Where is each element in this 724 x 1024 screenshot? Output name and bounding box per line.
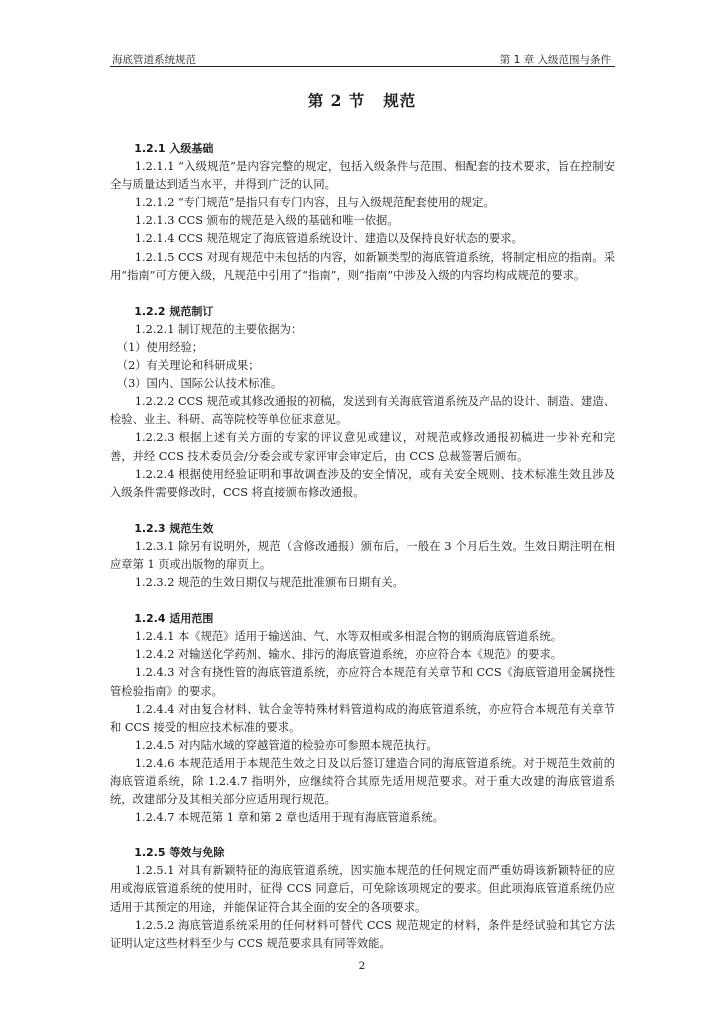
running-header [110, 46, 615, 67]
paragraph-1-2-4-2: 1.2.4.2 对输送化学药剂、输水、排污的海底管道系统，亦应符合本《规范》的要求。 [134, 648, 563, 662]
heading-1-2-4: 1.2.4 适用范围 [134, 612, 214, 626]
body-text [110, 140, 615, 953]
paragraph-1-2-1-2: 1.2.1.2 “专门规范”是指只有专门内容，且与入级规范配套使用的规定。 [134, 196, 495, 210]
paragraph-1-2-4-7: 1.2.4.7 本规范第 1 章和第 2 章也适用于现有海底管道系统。 [134, 811, 444, 825]
paragraph-1-2-4-5: 1.2.4.5 对内陆水域的穿越管道的检验亦可参照本规范执行。 [134, 738, 438, 752]
section-number: 第 2 节 [307, 91, 366, 110]
section-name: 规范 [383, 91, 417, 110]
paragraph-1-2-4-1: 1.2.4.1 本《规范》适用于输送油、气、水等双相或多相混合物的钢质海底管道系统。 [134, 630, 563, 644]
paragraph-1-2-2-4: 1.2.2.4 根据使用经验证明和事故调查涉及的安全情况，或有关安全规则、技术标准生效且涉及入级条件需要修改时，CCS 将直接颁布修改通报。 [110, 467, 615, 499]
paragraph-1-2-5-2: 1.2.5.2 海底管道系统采用的任何材料可替代 CCS 规范规定的材料，条件是经试验和其它方法证明认定这些材料至少与 CCS 规范要求具有同等效能。 [110, 918, 615, 950]
paragraph-1-2-1-1: 1.2.1.1 “入级规范”是内容完整的规定，包括入级条件与范围、相配套的技术要求，旨在控制安全与质量达到适当水平，并得到广泛的认同。 [110, 160, 615, 192]
paragraph-1-2-1-3: 1.2.1.3 CCS 颁布的规范是入级的基础和唯一依据。 [134, 214, 399, 228]
list-item-1: （1）使用经验； [116, 340, 204, 354]
paragraph-1-2-3-1: 1.2.3.1 除另有说明外，规范（含修改通报）颁布后，一般在 3 个月后生效。生效日期注明在相应章第 1 页或出版物的扉页上。 [110, 539, 615, 571]
header-book-title: 海底管道系统规范 [112, 54, 196, 66]
list-item-2: （2）有关理论和科研成果； [116, 359, 260, 373]
paragraph-1-2-4-6: 1.2.4.6 本规范适用于本规范生效之日及以后签订建造合同的海底管道系统。对于规范生效前的海底管道系统，除 1.2.4.7 指明外，应继续符合其原先适用规范要求。对于重大改建的海底管道系统，改建部分及其相关部分应适用现行规范。 [110, 756, 615, 807]
page-number: 2 [358, 960, 366, 972]
section-title [0, 89, 724, 111]
paragraph-1-2-2-1: 1.2.2.1 制订规范的主要依据为： [134, 322, 303, 336]
list-item-3: （3）国内、国际公认技术标准。 [116, 377, 283, 391]
paragraph-1-2-2-3: 1.2.2.3 根据上述有关方面的专家的评议意见或建议，对规范或修改通报初稿进一步补充和完善，并经 CCS 技术委员会/分委会或专家评审会审定后，由 CCS 总裁签署后颁布。 [110, 431, 615, 463]
paragraph-1-2-2-2: 1.2.2.2 CCS 规范或其修改通报的初稿，发送到有关海底管道系统及产品的设计、制造、建造、检验、业主、科研、高等院校等单位征求意见。 [110, 395, 615, 427]
heading-1-2-1: 1.2.1 入级基础 [134, 142, 214, 155]
paragraph-1-2-4-4: 1.2.4.4 对由复合材料、钛合金等特殊材料管道构成的海底管道系统，亦应符合本规范有关章节和 CCS 接受的相应技术标准的要求。 [110, 702, 615, 734]
heading-1-2-3: 1.2.3 规范生效 [134, 521, 214, 535]
paragraph-1-2-1-5: 1.2.1.5 CCS 对现有规范中未包括的内容，如新颖类型的海底管道系统，将制定相应的指南。采用“指南”可方便入级，凡规范中引用了“指南”，则“指南”中涉及入级的内容均构成规范的要求。 [110, 250, 615, 282]
paragraph-1-2-1-4: 1.2.1.4 CCS 规范规定了海底管道系统设计、建造以及保持良好状态的要求。 [134, 232, 523, 246]
heading-1-2-5: 1.2.5 等效与免除 [134, 846, 225, 860]
paragraph-1-2-4-3: 1.2.4.3 对含有挠性管的海底管道系统，亦应符合本规范有关章节和 CCS《海底管道用金属挠性管检验指南》的要求。 [110, 666, 615, 698]
heading-1-2-2: 1.2.2 规范制订 [134, 304, 214, 318]
paragraph-1-2-5-1: 1.2.5.1 对具有新颖特征的海底管道系统，因实施本规范的任何规定而严重妨碍该新颖特征的应用或海底管道系统的使用时，征得 CCS 同意后，可免除该项规定的要求。但此项海底管道系统仍应适用于其预定的用途，并能保证符合其全面的安全的各项要求。 [110, 864, 615, 914]
paragraph-1-2-3-2: 1.2.3.2 规范的生效日期仅与规范批准颁布日期有关。 [134, 576, 404, 590]
header-chapter-title: 第 1 章 入级范围与条件 [499, 54, 611, 66]
